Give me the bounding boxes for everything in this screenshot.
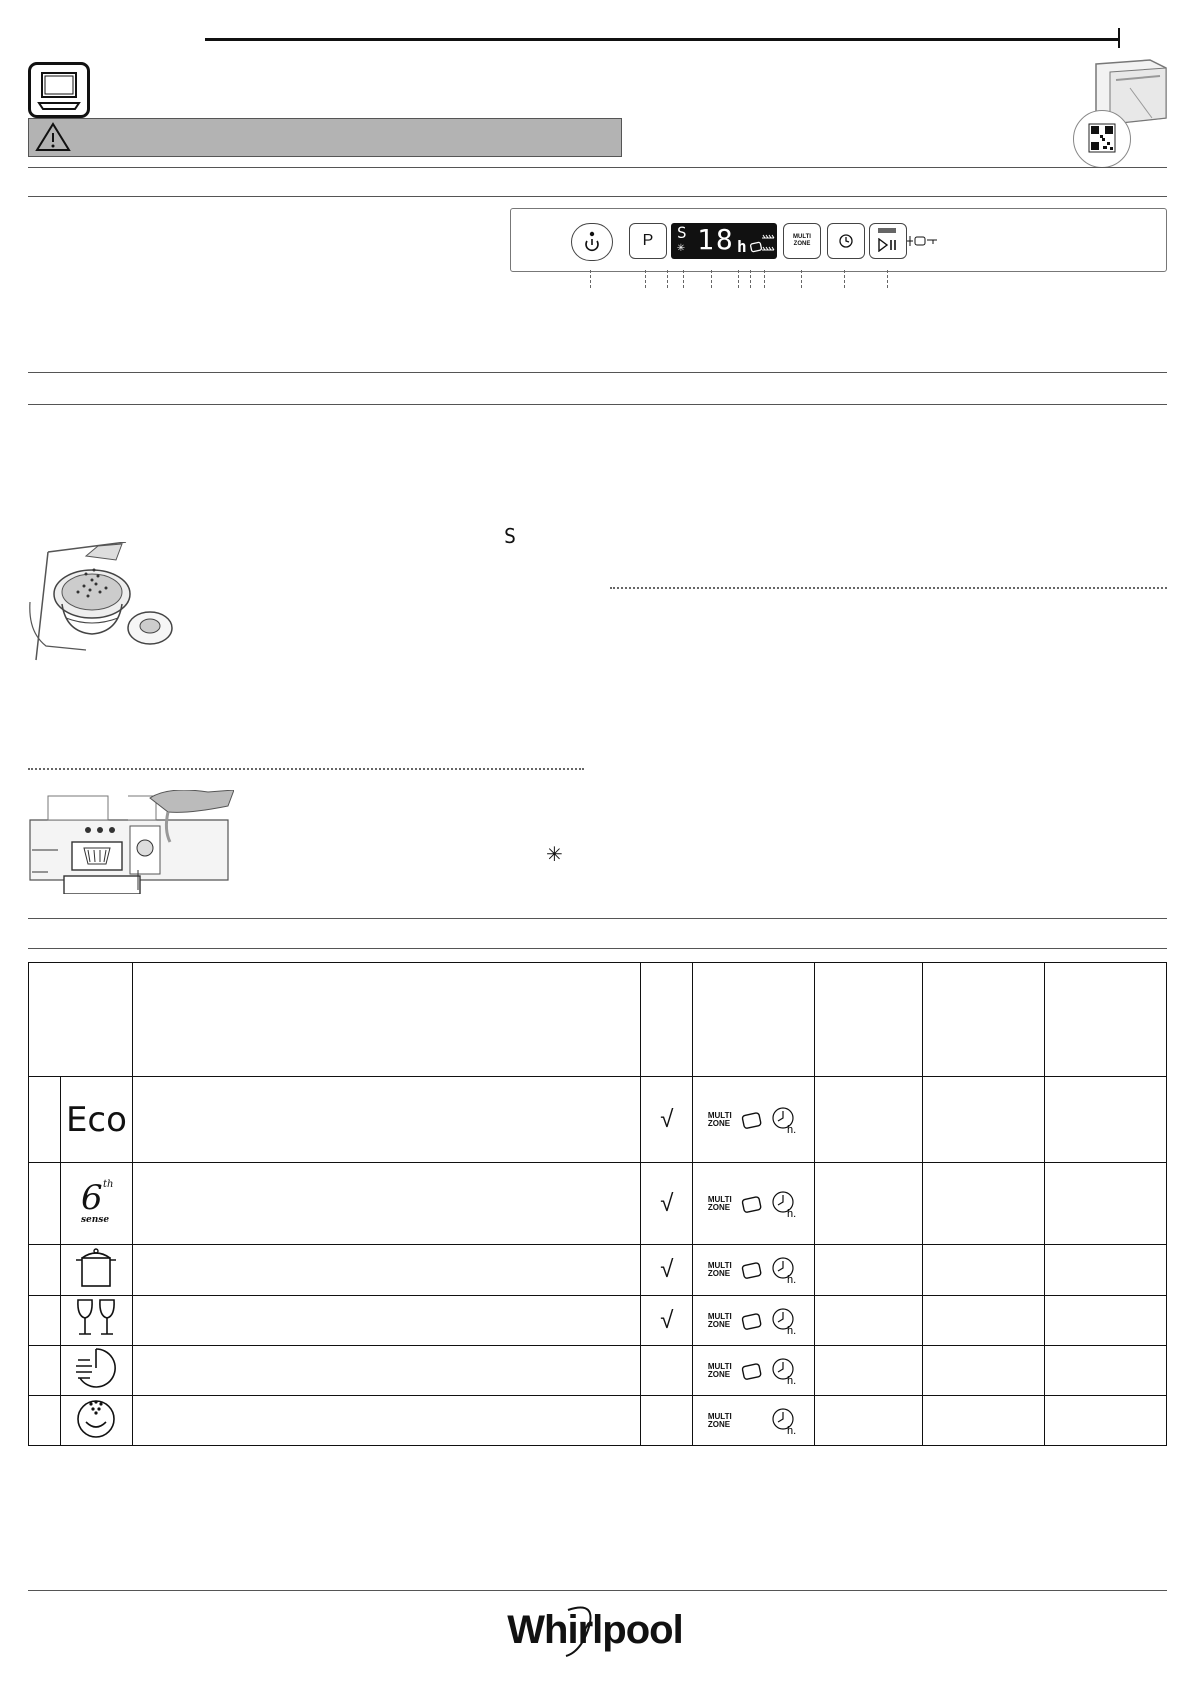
delay-clock-icon (770, 1406, 800, 1436)
svg-text:h.: h. (786, 1274, 797, 1285)
power-icon (581, 230, 603, 254)
delay-clock-icon (838, 233, 854, 249)
check-cell (641, 1396, 693, 1446)
program-description-cell (132, 1163, 640, 1245)
start-pause-button[interactable] (869, 223, 907, 259)
quick-wash-icon (72, 1346, 120, 1390)
pot-icon (72, 1246, 120, 1290)
program-icon-cell (60, 1296, 132, 1346)
monitor-icon (28, 62, 90, 118)
multizone-option-label: MULTI ZONE (707, 1194, 732, 1212)
check-mark: √ (660, 1306, 674, 1334)
header-cell-duration (815, 963, 923, 1077)
header-cell-options (693, 963, 815, 1077)
delay-clock-icon (770, 1306, 800, 1336)
header-cell-energy (1045, 963, 1167, 1077)
multizone-option-label: MULTI ZONE (707, 1261, 732, 1278)
svg-text:h.: h. (786, 1324, 797, 1336)
check-cell (641, 1077, 693, 1163)
program-icon-cell (60, 1077, 132, 1163)
rinse-aid-dispenser-illustration (28, 790, 234, 894)
tablet-icon (740, 1260, 764, 1280)
water-cell (923, 1245, 1045, 1296)
check-cell (641, 1245, 693, 1296)
options-cell (693, 1346, 815, 1396)
brand-swoosh (558, 1600, 618, 1660)
check-cell (641, 1346, 693, 1396)
table-row (29, 1163, 1167, 1245)
brand-logo (470, 1600, 720, 1660)
warning-triangle-icon (33, 120, 73, 154)
duration-cell (815, 1346, 923, 1396)
rinse-aid-sparkle-symbol: ✳ (546, 844, 563, 866)
table-row (29, 1077, 1167, 1163)
qr-code-icon (1073, 110, 1131, 168)
duration-cell (815, 1163, 923, 1245)
delay-clock-icon (770, 1189, 800, 1219)
duration-cell (815, 1245, 923, 1296)
table-header-row (29, 963, 1167, 1077)
status-display (671, 223, 777, 259)
water-cell (923, 1346, 1045, 1396)
programs-table (28, 962, 1167, 1446)
energy-cell (1045, 1296, 1167, 1346)
row-number-cell (29, 1346, 61, 1396)
water-cell (923, 1163, 1045, 1245)
row-number-cell (29, 1245, 61, 1296)
options-cell (693, 1296, 815, 1346)
salt-symbol: S (504, 524, 517, 548)
duration-cell (815, 1296, 923, 1346)
power-button[interactable] (571, 223, 613, 261)
multizone-option-label: MULTI ZONE (707, 1311, 732, 1329)
program-button-label: P (642, 232, 654, 249)
water-cell (923, 1296, 1045, 1346)
multizone-label-2: ZONE (793, 241, 811, 247)
check-mark: √ (660, 1256, 674, 1283)
check-cell (641, 1296, 693, 1346)
brand-name: Whirlpool (507, 1608, 683, 1652)
svg-text:h.: h. (786, 1123, 797, 1135)
row-number-cell (29, 1396, 61, 1446)
multizone-option-label: MULTI ZONE (707, 1110, 732, 1128)
multizone-option-label: MULTI ZONE (707, 1361, 732, 1379)
energy-cell (1045, 1346, 1167, 1396)
header-cell-water (923, 963, 1045, 1077)
prewash-icon (72, 1396, 120, 1440)
program-description-cell (132, 1245, 640, 1296)
key-icon (907, 234, 939, 248)
basket-icon (761, 228, 775, 254)
check-cell (641, 1163, 693, 1245)
tablet-icon (740, 1194, 764, 1214)
multizone-label-1: MULTI (793, 234, 811, 240)
water-cell (923, 1077, 1045, 1163)
start-pause-icon (877, 238, 899, 252)
duration-cell (815, 1396, 923, 1446)
delay-clock-icon (770, 1356, 800, 1386)
salt-refill-illustration (26, 542, 174, 662)
program-description-cell (132, 1077, 640, 1163)
energy-cell (1045, 1396, 1167, 1446)
delay-clock-icon (770, 1255, 800, 1285)
delay-button[interactable] (827, 223, 865, 259)
check-mark: √ (660, 1105, 674, 1133)
options-cell (693, 1077, 815, 1163)
tablet-icon (740, 1311, 764, 1331)
options-cell (693, 1163, 815, 1245)
table-row (29, 1296, 1167, 1346)
program-description-cell (132, 1346, 640, 1396)
table-row (29, 1346, 1167, 1396)
tablet-icon (740, 1361, 764, 1381)
svg-text:h.: h. (786, 1207, 797, 1219)
program-icon-cell (60, 1245, 132, 1296)
duration-cell (815, 1077, 923, 1163)
header-cell-check (641, 963, 693, 1077)
header-cell-program (29, 963, 133, 1077)
program-icon-cell (60, 1346, 132, 1396)
glasses-icon (72, 1296, 120, 1340)
header-cell-description (132, 963, 640, 1077)
program-icon-cell (60, 1396, 132, 1446)
tablet-icon (740, 1110, 764, 1130)
row-number-cell (29, 1077, 61, 1163)
warning-bar (28, 118, 622, 157)
control-panel (510, 208, 1167, 272)
program-icon-cell (60, 1163, 132, 1245)
remaining-time-digits: 18 (697, 223, 735, 256)
options-cell (693, 1396, 815, 1446)
options-cell (693, 1245, 815, 1296)
sixth-sense-icon: 6 th sense (80, 1177, 114, 1225)
hours-unit: h (737, 237, 747, 256)
energy-cell (1045, 1077, 1167, 1163)
program-description-cell (132, 1396, 640, 1446)
water-cell (923, 1396, 1045, 1446)
program-description-cell (132, 1296, 640, 1346)
check-mark: √ (660, 1189, 674, 1217)
energy-cell (1045, 1245, 1167, 1296)
delay-clock-icon (770, 1105, 800, 1135)
program-button[interactable] (629, 223, 667, 259)
salt-indicator: S (677, 223, 687, 242)
row-number-cell (29, 1163, 61, 1245)
multizone-option-label: MULTI ZONE (707, 1411, 732, 1429)
svg-text:h.: h. (786, 1374, 797, 1386)
multizone-button[interactable] (783, 223, 821, 259)
start-indicator-bar (878, 228, 896, 233)
table-row (29, 1396, 1167, 1446)
energy-cell (1045, 1163, 1167, 1245)
svg-text:h.: h. (786, 1424, 797, 1436)
table-row (29, 1245, 1167, 1296)
row-number-cell (29, 1296, 61, 1346)
eco-icon: Eco (65, 1099, 127, 1140)
rinse-aid-indicator: ✳ (677, 240, 685, 255)
